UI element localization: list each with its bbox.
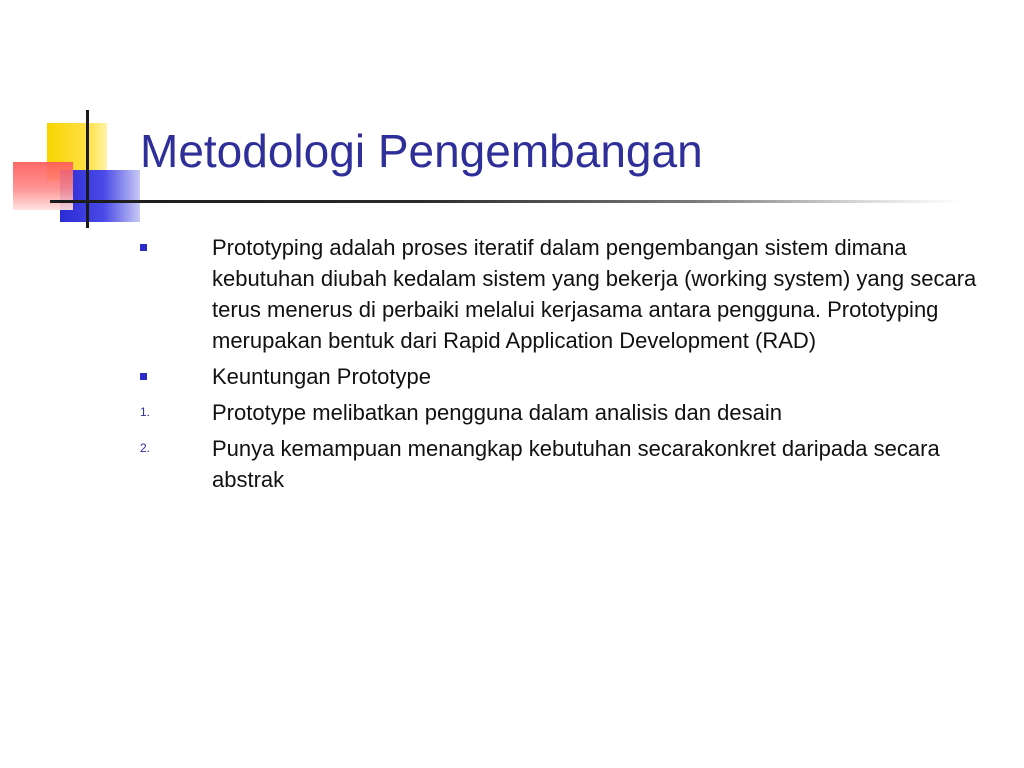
bullet-list	[0, 232, 1024, 495]
bullet-square-icon	[140, 373, 147, 380]
list-item	[0, 397, 1024, 428]
decorative-logo	[0, 0, 150, 240]
list-number: 2.	[140, 441, 151, 455]
list-item-text: Prototype melibatkan pengguna dalam analisis dan desain	[212, 400, 782, 425]
list-number: 1.	[140, 405, 151, 419]
vertical-rule	[86, 110, 89, 228]
list-item-text: Keuntungan Prototype	[212, 364, 431, 389]
list-item	[0, 361, 1024, 392]
list-item	[0, 232, 1024, 356]
title-underline	[50, 200, 960, 203]
list-item	[0, 433, 1024, 495]
bullet-square-icon	[140, 244, 147, 251]
slide-title: Metodologi Pengembangan	[140, 125, 703, 177]
list-item-text: Punya kemampuan menangkap kebutuhan secarakonkret daripada secara abstrak	[212, 436, 940, 492]
list-item-text: Prototyping adalah proses iteratif dalam pengembangan sistem dimana kebutuhan diubah kedalam sistem yang bekerja (working system) yang secara terus menerus di perbaiki melalui kerjasama antara pengguna. Prototyping merupakan bentuk dari Rapid Application Development (RAD)	[212, 235, 977, 353]
